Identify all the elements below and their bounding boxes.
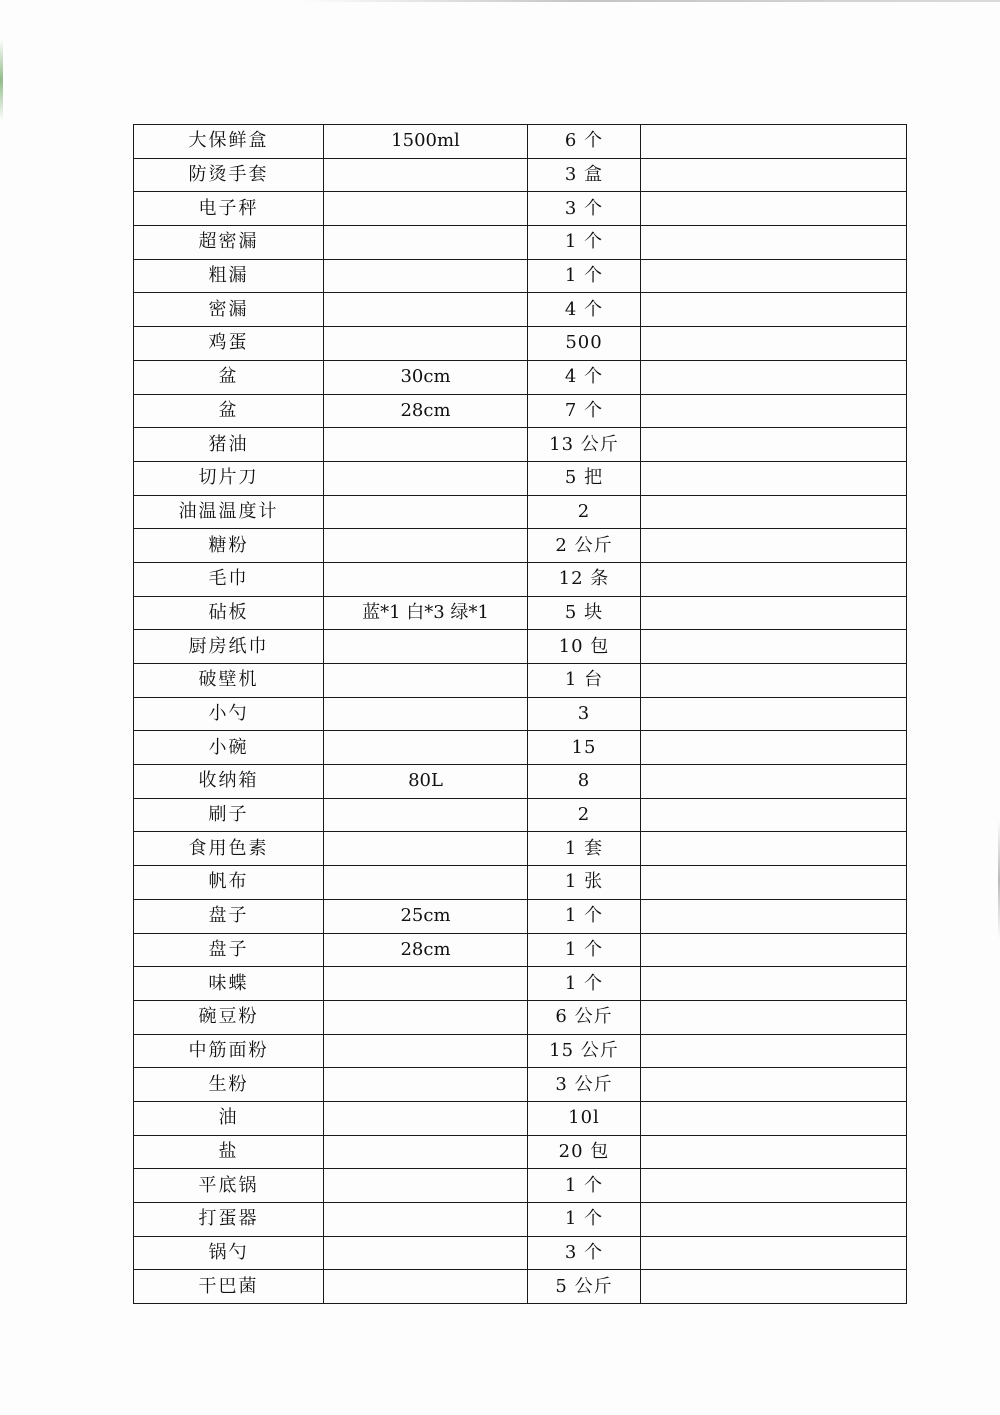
inventory-table-body bbox=[134, 125, 907, 1304]
item-spec-cell bbox=[324, 1068, 528, 1102]
item-spec-cell bbox=[324, 1000, 528, 1034]
item-name-cell: 味蝶 bbox=[134, 967, 324, 1001]
item-note-cell bbox=[641, 529, 907, 563]
table-row bbox=[134, 664, 907, 698]
item-name-cell: 鸡蛋 bbox=[134, 327, 324, 361]
item-note-cell bbox=[641, 967, 907, 1001]
item-spec-cell bbox=[324, 630, 528, 664]
table-row bbox=[134, 428, 907, 462]
table-row bbox=[134, 933, 907, 967]
item-spec-cell bbox=[324, 158, 528, 192]
item-spec-cell bbox=[324, 461, 528, 495]
item-name-cell: 厨房纸巾 bbox=[134, 630, 324, 664]
item-spec-cell: 28cm bbox=[324, 394, 528, 428]
item-spec-cell: 30cm bbox=[324, 360, 528, 394]
item-note-cell bbox=[641, 832, 907, 866]
item-spec-cell bbox=[324, 192, 528, 226]
item-name-cell: 干巴菌 bbox=[134, 1270, 324, 1304]
item-spec-cell bbox=[324, 495, 528, 529]
item-spec-cell bbox=[324, 1034, 528, 1068]
item-note-cell bbox=[641, 1034, 907, 1068]
item-spec-cell bbox=[324, 967, 528, 1001]
table-row bbox=[134, 731, 907, 765]
item-name-cell: 中筋面粉 bbox=[134, 1034, 324, 1068]
item-name-cell: 超密漏 bbox=[134, 226, 324, 260]
item-quantity-cell: 3 公斤 bbox=[528, 1068, 641, 1102]
item-note-cell bbox=[641, 630, 907, 664]
item-note-cell bbox=[641, 1203, 907, 1237]
item-quantity-cell: 15 bbox=[528, 731, 641, 765]
item-spec-cell bbox=[324, 562, 528, 596]
item-note-cell bbox=[641, 562, 907, 596]
item-name-cell: 生粉 bbox=[134, 1068, 324, 1102]
item-quantity-cell: 10l bbox=[528, 1101, 641, 1135]
item-spec-cell bbox=[324, 664, 528, 698]
item-name-cell: 盘子 bbox=[134, 933, 324, 967]
item-name-cell: 防烫手套 bbox=[134, 158, 324, 192]
item-note-cell bbox=[641, 259, 907, 293]
item-note-cell bbox=[641, 1101, 907, 1135]
table-row bbox=[134, 192, 907, 226]
item-note-cell bbox=[641, 461, 907, 495]
item-note-cell bbox=[641, 125, 907, 159]
item-quantity-cell: 1 个 bbox=[528, 1203, 641, 1237]
item-note-cell bbox=[641, 765, 907, 799]
item-name-cell: 猪油 bbox=[134, 428, 324, 462]
table-row bbox=[134, 832, 907, 866]
table-row bbox=[134, 596, 907, 630]
item-note-cell bbox=[641, 293, 907, 327]
item-spec-cell: 25cm bbox=[324, 899, 528, 933]
item-note-cell bbox=[641, 697, 907, 731]
item-note-cell bbox=[641, 1068, 907, 1102]
item-name-cell: 密漏 bbox=[134, 293, 324, 327]
table-row bbox=[134, 394, 907, 428]
table-row bbox=[134, 327, 907, 361]
item-name-cell: 刷子 bbox=[134, 798, 324, 832]
item-quantity-cell: 3 个 bbox=[528, 1236, 641, 1270]
item-name-cell: 砧板 bbox=[134, 596, 324, 630]
table-row bbox=[134, 529, 907, 563]
item-note-cell bbox=[641, 1135, 907, 1169]
item-quantity-cell: 1 台 bbox=[528, 664, 641, 698]
item-quantity-cell: 1 个 bbox=[528, 899, 641, 933]
item-quantity-cell: 1 张 bbox=[528, 866, 641, 900]
item-note-cell bbox=[641, 798, 907, 832]
item-spec-cell bbox=[324, 1270, 528, 1304]
table-row bbox=[134, 562, 907, 596]
item-spec-cell: 1500ml bbox=[324, 125, 528, 159]
item-note-cell bbox=[641, 1000, 907, 1034]
item-spec-cell bbox=[324, 866, 528, 900]
table-row bbox=[134, 495, 907, 529]
item-name-cell: 切片刀 bbox=[134, 461, 324, 495]
item-name-cell: 盆 bbox=[134, 394, 324, 428]
item-spec-cell bbox=[324, 832, 528, 866]
item-note-cell bbox=[641, 899, 907, 933]
item-name-cell: 盆 bbox=[134, 360, 324, 394]
item-quantity-cell: 500 bbox=[528, 327, 641, 361]
item-note-cell bbox=[641, 192, 907, 226]
item-note-cell bbox=[641, 731, 907, 765]
item-spec-cell bbox=[324, 428, 528, 462]
item-spec-cell bbox=[324, 697, 528, 731]
item-note-cell bbox=[641, 596, 907, 630]
item-quantity-cell: 4 个 bbox=[528, 293, 641, 327]
table-row bbox=[134, 293, 907, 327]
table-row bbox=[134, 1203, 907, 1237]
item-quantity-cell: 12 条 bbox=[528, 562, 641, 596]
item-name-cell: 破壁机 bbox=[134, 664, 324, 698]
item-quantity-cell: 10 包 bbox=[528, 630, 641, 664]
item-name-cell: 锅勺 bbox=[134, 1236, 324, 1270]
inventory-table bbox=[133, 124, 907, 1304]
item-quantity-cell: 7 个 bbox=[528, 394, 641, 428]
item-note-cell bbox=[641, 226, 907, 260]
item-name-cell: 平底锅 bbox=[134, 1169, 324, 1203]
item-name-cell: 小勺 bbox=[134, 697, 324, 731]
item-name-cell: 粗漏 bbox=[134, 259, 324, 293]
item-note-cell bbox=[641, 360, 907, 394]
item-quantity-cell: 5 块 bbox=[528, 596, 641, 630]
item-spec-cell bbox=[324, 798, 528, 832]
item-note-cell bbox=[641, 664, 907, 698]
item-spec-cell bbox=[324, 226, 528, 260]
item-name-cell: 收纳箱 bbox=[134, 765, 324, 799]
item-quantity-cell: 5 公斤 bbox=[528, 1270, 641, 1304]
item-spec-cell bbox=[324, 529, 528, 563]
item-note-cell bbox=[641, 327, 907, 361]
item-name-cell: 食用色素 bbox=[134, 832, 324, 866]
item-quantity-cell: 6 公斤 bbox=[528, 1000, 641, 1034]
item-quantity-cell: 1 个 bbox=[528, 259, 641, 293]
item-spec-cell bbox=[324, 293, 528, 327]
item-note-cell bbox=[641, 1169, 907, 1203]
item-spec-cell bbox=[324, 327, 528, 361]
item-quantity-cell: 1 套 bbox=[528, 832, 641, 866]
item-note-cell bbox=[641, 1236, 907, 1270]
item-note-cell bbox=[641, 495, 907, 529]
table-row bbox=[134, 259, 907, 293]
item-note-cell bbox=[641, 394, 907, 428]
table-row bbox=[134, 1034, 907, 1068]
item-name-cell: 毛巾 bbox=[134, 562, 324, 596]
item-quantity-cell: 4 个 bbox=[528, 360, 641, 394]
item-name-cell: 小碗 bbox=[134, 731, 324, 765]
item-quantity-cell: 1 个 bbox=[528, 226, 641, 260]
item-spec-cell bbox=[324, 1101, 528, 1135]
table-row bbox=[134, 226, 907, 260]
table-row bbox=[134, 1236, 907, 1270]
item-quantity-cell: 6 个 bbox=[528, 125, 641, 159]
table-row bbox=[134, 1101, 907, 1135]
item-note-cell bbox=[641, 866, 907, 900]
table-row bbox=[134, 866, 907, 900]
table-row bbox=[134, 1135, 907, 1169]
table-row bbox=[134, 360, 907, 394]
item-spec-cell bbox=[324, 1169, 528, 1203]
scan-edge-left bbox=[0, 40, 3, 120]
item-name-cell: 电子秤 bbox=[134, 192, 324, 226]
table-row bbox=[134, 1000, 907, 1034]
item-name-cell: 大保鲜盒 bbox=[134, 125, 324, 159]
item-quantity-cell: 2 bbox=[528, 495, 641, 529]
item-note-cell bbox=[641, 158, 907, 192]
item-spec-cell bbox=[324, 259, 528, 293]
table-row bbox=[134, 125, 907, 159]
table-row bbox=[134, 158, 907, 192]
item-quantity-cell: 2 公斤 bbox=[528, 529, 641, 563]
table-row bbox=[134, 798, 907, 832]
table-row bbox=[134, 1169, 907, 1203]
item-name-cell: 盐 bbox=[134, 1135, 324, 1169]
item-quantity-cell: 3 bbox=[528, 697, 641, 731]
item-quantity-cell: 2 bbox=[528, 798, 641, 832]
item-name-cell: 碗豆粉 bbox=[134, 1000, 324, 1034]
item-note-cell bbox=[641, 1270, 907, 1304]
item-spec-cell bbox=[324, 1135, 528, 1169]
table-row bbox=[134, 630, 907, 664]
table-row bbox=[134, 899, 907, 933]
item-quantity-cell: 3 个 bbox=[528, 192, 641, 226]
table-row bbox=[134, 697, 907, 731]
item-spec-cell bbox=[324, 731, 528, 765]
item-quantity-cell: 1 个 bbox=[528, 1169, 641, 1203]
item-name-cell: 油温温度计 bbox=[134, 495, 324, 529]
item-name-cell: 盘子 bbox=[134, 899, 324, 933]
item-name-cell: 打蛋器 bbox=[134, 1203, 324, 1237]
item-spec-cell bbox=[324, 1203, 528, 1237]
item-quantity-cell: 1 个 bbox=[528, 967, 641, 1001]
item-spec-cell: 80L bbox=[324, 765, 528, 799]
scan-edge-top bbox=[300, 0, 1000, 2]
item-name-cell: 油 bbox=[134, 1101, 324, 1135]
item-quantity-cell: 20 包 bbox=[528, 1135, 641, 1169]
item-note-cell bbox=[641, 933, 907, 967]
item-quantity-cell: 13 公斤 bbox=[528, 428, 641, 462]
item-note-cell bbox=[641, 428, 907, 462]
item-quantity-cell: 5 把 bbox=[528, 461, 641, 495]
item-spec-cell: 28cm bbox=[324, 933, 528, 967]
item-name-cell: 糖粉 bbox=[134, 529, 324, 563]
table-row bbox=[134, 765, 907, 799]
table-row bbox=[134, 1270, 907, 1304]
item-spec-cell: 蓝*1 白*3 绿*1 bbox=[324, 596, 528, 630]
item-spec-cell bbox=[324, 1236, 528, 1270]
table-row bbox=[134, 461, 907, 495]
item-quantity-cell: 3 盒 bbox=[528, 158, 641, 192]
item-quantity-cell: 8 bbox=[528, 765, 641, 799]
table-row bbox=[134, 1068, 907, 1102]
item-quantity-cell: 15 公斤 bbox=[528, 1034, 641, 1068]
item-quantity-cell: 1 个 bbox=[528, 933, 641, 967]
item-name-cell: 帆布 bbox=[134, 866, 324, 900]
table-row bbox=[134, 967, 907, 1001]
